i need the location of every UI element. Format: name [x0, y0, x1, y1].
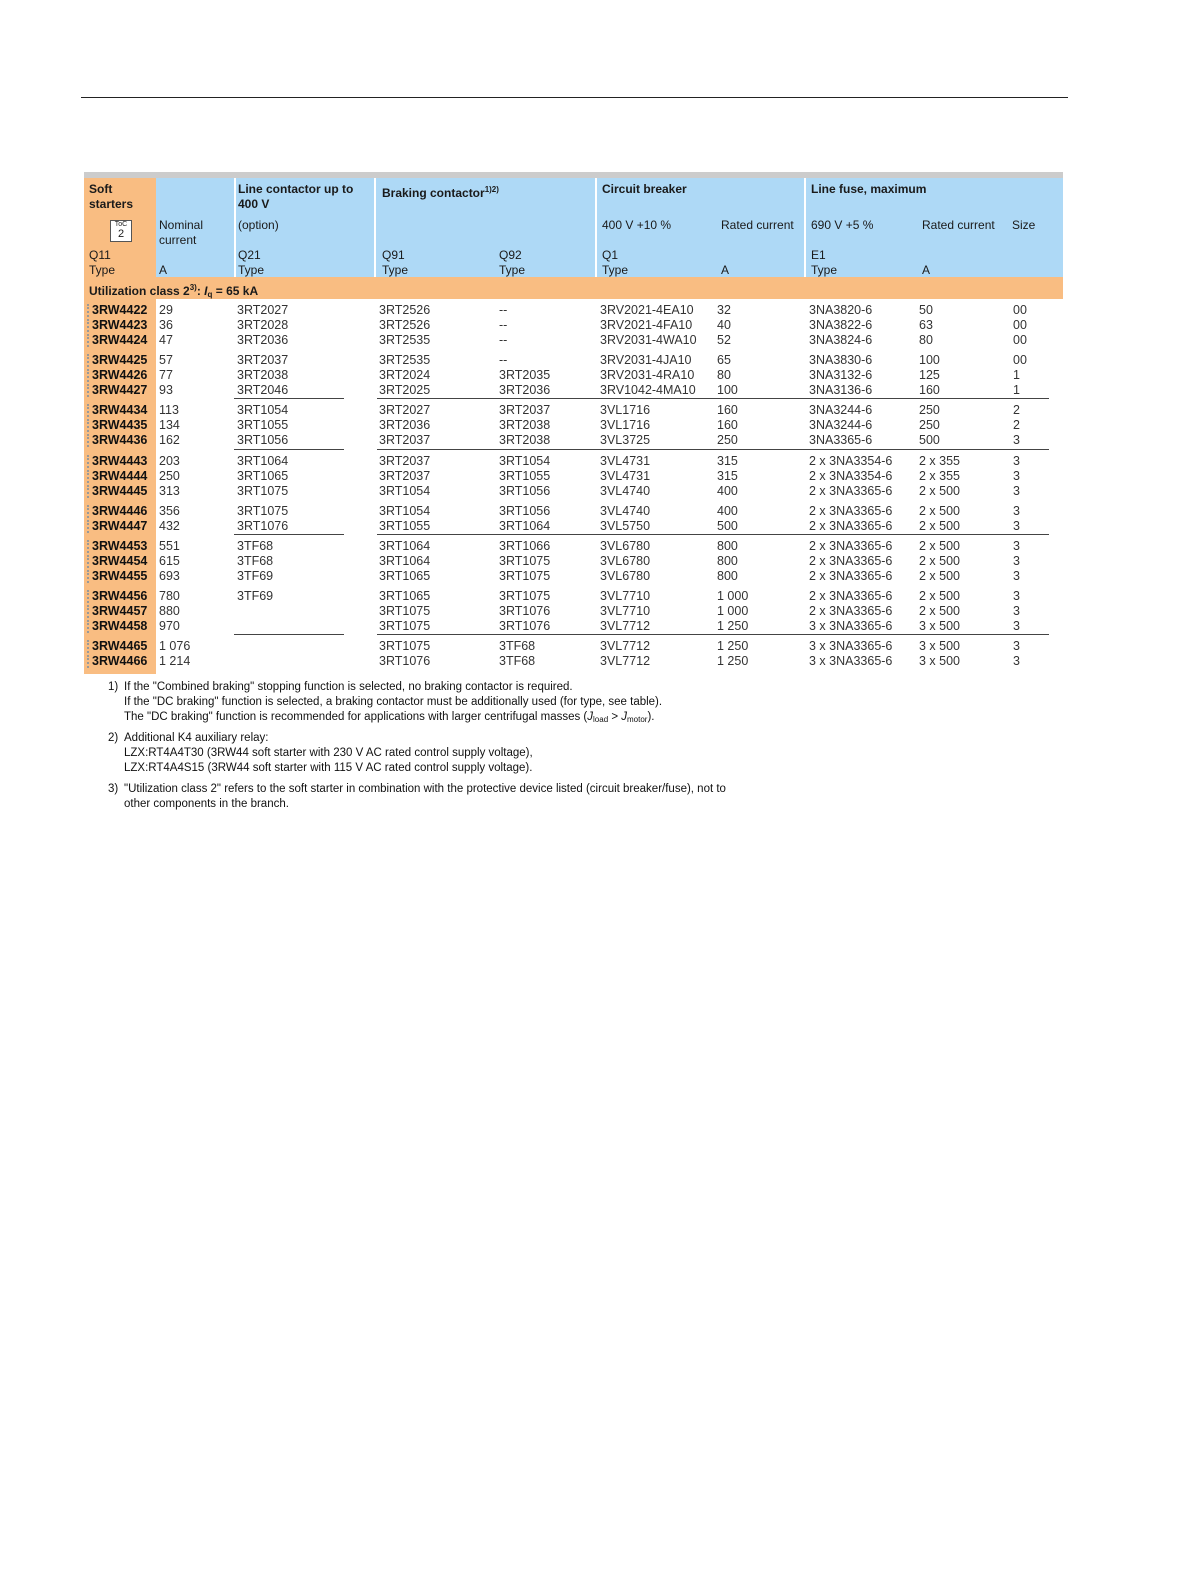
fuse-rated-current: 2 x 500: [919, 539, 961, 553]
selection-table: [84, 172, 1063, 674]
hdr-size: Size: [1012, 218, 1036, 232]
fuse-size: 3: [1013, 504, 1020, 518]
hdr-unit: A: [159, 263, 168, 277]
nominal-current: 113: [159, 403, 179, 417]
fuse-size: 00: [1013, 303, 1027, 317]
soft-starter-type: 3RW4456: [92, 589, 148, 603]
braking-contactor-q92: 3RT2035: [499, 368, 551, 382]
nominal-current: 203: [159, 454, 180, 468]
braking-contactor-q92: 3TF68: [499, 639, 536, 653]
line-fuse-type: 3NA3244-6: [809, 403, 873, 417]
braking-contactor-q91: 3RT1054: [379, 504, 431, 518]
cb-rated-current: 315: [717, 454, 738, 468]
table-row: [84, 639, 1063, 654]
circuit-breaker-type: 3RV2021-4FA10: [600, 318, 693, 332]
nominal-current: 29: [159, 303, 173, 317]
soft-starter-type: 3RW4466: [92, 654, 148, 668]
circuit-breaker-type: 3VL7712: [600, 639, 651, 653]
braking-contactor-q92: 3RT1075: [499, 569, 551, 583]
hdr-unit: A: [721, 263, 730, 277]
cb-rated-current: 1 250: [717, 654, 749, 668]
fuse-rated-current: 500: [919, 433, 940, 447]
soft-starter-type: 3RW4465: [92, 639, 148, 653]
fuse-rated-current: 2 x 500: [919, 504, 961, 518]
braking-contactor-q92: --: [499, 318, 508, 332]
line-fuse-type: 3NA3136-6: [809, 383, 873, 397]
line-fuse-type: 2 x 3NA3354-6: [809, 469, 893, 483]
braking-contactor-q92: 3RT1056: [499, 504, 551, 518]
fuse-size: 3: [1013, 454, 1020, 468]
braking-contactor-q92: 3RT2038: [499, 418, 551, 432]
table-row: [84, 519, 1063, 534]
nominal-current: 780: [159, 589, 180, 603]
fuse-rated-current: 250: [919, 403, 940, 417]
circuit-breaker-type: 3VL7712: [600, 654, 651, 668]
table-row: [84, 569, 1063, 584]
soft-starter-type: 3RW4436: [92, 433, 148, 447]
fuse-size: 00: [1013, 318, 1027, 332]
hdr-braking-contactor: Braking contactor$^{1)2)}$: [382, 185, 499, 200]
soft-starter-type: 3RW4453: [92, 539, 148, 553]
line-fuse-type: 2 x 3NA3365-6: [809, 519, 893, 533]
braking-contactor-q91: 3RT1064: [379, 539, 431, 553]
circuit-breaker-type: 3VL6780: [600, 554, 651, 568]
line-contactor: 3TF69: [237, 589, 274, 603]
cb-rated-current: 800: [717, 539, 738, 553]
circuit-breaker-type: 3VL1716: [600, 418, 651, 432]
braking-contactor-q91: 3RT1075: [379, 604, 431, 618]
cb-rated-current: 400: [717, 504, 738, 518]
braking-contactor-q91: 3RT2535: [379, 353, 431, 367]
table-row: [84, 333, 1063, 348]
line-fuse-type: 2 x 3NA3354-6: [809, 454, 893, 468]
circuit-breaker-type: 3VL7710: [600, 604, 651, 618]
nominal-current: 551: [159, 539, 180, 553]
line-fuse-type: 3NA3244-6: [809, 418, 873, 432]
fuse-size: 2: [1013, 418, 1020, 432]
line-fuse-type: 3NA3820-6: [809, 303, 873, 317]
soft-starter-type: 3RW4427: [92, 383, 148, 397]
line-fuse-type: 3NA3822-6: [809, 318, 873, 332]
braking-contactor-q91: 3RT2535: [379, 333, 431, 347]
table-row: [84, 433, 1063, 448]
cb-rated-current: 1 000: [717, 589, 749, 603]
braking-contactor-q91: 3RT1065: [379, 569, 431, 583]
group-rule: [234, 534, 344, 535]
hdr-line-fuse: Line fuse, maximum: [811, 182, 927, 196]
soft-starter-type: 3RW4445: [92, 484, 148, 498]
nominal-current: 162: [159, 433, 180, 447]
cb-rated-current: 250: [717, 433, 738, 447]
table-row: [84, 484, 1063, 499]
line-fuse-type: 2 x 3NA3365-6: [809, 554, 893, 568]
braking-contactor-q92: --: [499, 333, 508, 347]
braking-contactor-q91: 3RT1064: [379, 554, 431, 568]
fuse-rated-current: 250: [919, 418, 940, 432]
circuit-breaker-type: 3RV2031-4RA10: [600, 368, 695, 382]
braking-contactor-q92: 3RT1054: [499, 454, 551, 468]
hdr-lf-voltage: 690 V +5 %: [811, 218, 874, 232]
fuse-size: 3: [1013, 539, 1020, 553]
cb-rated-current: 1 250: [717, 619, 749, 633]
fuse-rated-current: 2 x 500: [919, 519, 961, 533]
line-contactor: 3RT2038: [237, 368, 289, 382]
soft-starter-type: 3RW4422: [92, 303, 148, 317]
line-contactor: 3RT1065: [237, 469, 289, 483]
circuit-breaker-type: 3VL7710: [600, 589, 651, 603]
nominal-current: 880: [159, 604, 180, 618]
utilization-label: Utilization class 2$^{3)}$: $I_q = 65$ kA: [89, 283, 259, 299]
braking-contactor-q92: 3RT1076: [499, 604, 551, 618]
braking-contactor-q91: 3RT1054: [379, 484, 431, 498]
braking-contactor-q92: 3RT2036: [499, 383, 551, 397]
line-fuse-type: 3 x 3NA3365-6: [809, 654, 893, 668]
circuit-breaker-type: 3VL6780: [600, 539, 651, 553]
braking-contactor-q91: 3RT2024: [379, 368, 431, 382]
fuse-size: 3: [1013, 604, 1020, 618]
fuse-rated-current: 3 x 500: [919, 654, 961, 668]
hdr-cb-voltage: 400 V +10 %: [602, 218, 672, 232]
toc-icon: ToC 2: [110, 220, 132, 242]
line-contactor: 3RT1056: [237, 433, 289, 447]
nominal-current: 1 214: [159, 654, 191, 668]
fuse-size: 3: [1013, 569, 1020, 583]
circuit-breaker-type: 3VL5750: [600, 519, 651, 533]
hdr-code-q11: Q11: [89, 248, 111, 262]
line-contactor: 3TF68: [237, 539, 274, 553]
soft-starter-type: 3RW4457: [92, 604, 148, 618]
braking-contactor-q92: 3RT1075: [499, 554, 551, 568]
nominal-current: 432: [159, 519, 180, 533]
table-row: [84, 619, 1063, 634]
hdr-unit: Type: [382, 263, 409, 277]
table-row: [84, 554, 1063, 569]
table-row: [84, 654, 1063, 669]
fuse-size: 3: [1013, 469, 1020, 483]
soft-starter-type: 3RW4446: [92, 504, 148, 518]
cb-rated-current: 160: [717, 418, 738, 432]
braking-contactor-q92: --: [499, 353, 508, 367]
braking-contactor-q92: 3RT2037: [499, 403, 551, 417]
circuit-breaker-type: 3RV1042-4MA10: [600, 383, 696, 397]
braking-contactor-q91: 3RT2037: [379, 433, 431, 447]
fuse-size: 3: [1013, 639, 1020, 653]
group-rule: [377, 398, 1049, 399]
nominal-current: 57: [159, 353, 173, 367]
line-contactor: 3RT2046: [237, 383, 289, 397]
line-fuse-type: 2 x 3NA3365-6: [809, 569, 893, 583]
fuse-size: 1: [1013, 383, 1020, 397]
line-contactor: 3TF68: [237, 554, 274, 568]
hdr-line-contactor-option: (option): [238, 218, 279, 232]
table-row: [84, 539, 1063, 554]
circuit-breaker-type: 3VL4731: [600, 454, 651, 468]
line-fuse-type: 3NA3824-6: [809, 333, 873, 347]
table-row: [84, 418, 1063, 433]
soft-starter-type: 3RW4425: [92, 353, 148, 367]
line-fuse-type: 2 x 3NA3365-6: [809, 539, 893, 553]
header-separator: [595, 178, 597, 277]
hdr-code-q1: Q1: [602, 248, 619, 262]
fuse-rated-current: 160: [919, 383, 940, 397]
circuit-breaker-type: 3RV2031-4WA10: [600, 333, 697, 347]
fuse-size: 3: [1013, 433, 1020, 447]
nominal-current: 93: [159, 383, 173, 397]
table-row: [84, 604, 1063, 619]
table-row: [84, 368, 1063, 383]
hdr-code-q21: Q21: [238, 248, 261, 262]
hdr-code-e1: E1: [811, 248, 826, 262]
line-fuse-type: 3 x 3NA3365-6: [809, 639, 893, 653]
table-row: [84, 469, 1063, 484]
braking-contactor-q92: 3RT1076: [499, 619, 551, 633]
fuse-rated-current: 50: [919, 303, 933, 317]
table-row: [84, 353, 1063, 368]
table-row: [84, 303, 1063, 318]
fuse-rated-current: 2 x 355: [919, 469, 961, 483]
circuit-breaker-type: 3RV2031-4JA10: [600, 353, 692, 367]
line-fuse-type: 3NA3132-6: [809, 368, 873, 382]
soft-starter-type: 3RW4443: [92, 454, 148, 468]
soft-starter-type: 3RW4423: [92, 318, 148, 332]
line-contactor: 3TF69: [237, 569, 274, 583]
fuse-rated-current: 2 x 355: [919, 454, 961, 468]
cb-rated-current: 800: [717, 554, 738, 568]
soft-starter-type: 3RW4434: [92, 403, 148, 417]
line-contactor: 3RT2027: [237, 303, 289, 317]
braking-contactor-q92: --: [499, 303, 508, 317]
hdr-line-contactor-2: 400 V: [238, 197, 270, 211]
cb-rated-current: 1 250: [717, 639, 749, 653]
hdr-unit: A: [922, 263, 931, 277]
cb-rated-current: 32: [717, 303, 731, 317]
group-rule: [234, 449, 344, 450]
braking-contactor-q92: 3TF68: [499, 654, 536, 668]
braking-contactor-q92: 3RT1055: [499, 469, 551, 483]
cb-rated-current: 160: [717, 403, 738, 417]
cb-rated-current: 52: [717, 333, 731, 347]
fuse-rated-current: 63: [919, 318, 933, 332]
circuit-breaker-type: 3VL7712: [600, 619, 651, 633]
fuse-size: 3: [1013, 484, 1020, 498]
braking-contactor-q91: 3RT2025: [379, 383, 431, 397]
hdr-unit: Type: [499, 263, 526, 277]
hdr-unit: Type: [811, 263, 838, 277]
fuse-rated-current: 2 x 500: [919, 484, 961, 498]
braking-contactor-q91: 3RT2526: [379, 303, 431, 317]
braking-contactor-q91: 3RT2526: [379, 318, 431, 332]
hdr-nominal-current: Nominal: [159, 218, 204, 232]
soft-starter-type: 3RW4458: [92, 619, 148, 633]
hdr-unit: Type: [89, 263, 116, 277]
line-fuse-type: 3 x 3NA3365-6: [809, 619, 893, 633]
braking-contactor-q91: 3RT2037: [379, 469, 431, 483]
cb-rated-current: 80: [717, 368, 731, 382]
soft-starter-type: 3RW4454: [92, 554, 148, 568]
hdr-soft-starters: Soft: [89, 182, 113, 196]
line-contactor: 3RT2028: [237, 318, 289, 332]
fuse-size: 3: [1013, 654, 1020, 668]
top-rule: [81, 97, 1068, 98]
hdr-soft-starters-2: starters: [89, 197, 134, 211]
soft-starter-type: 3RW4426: [92, 368, 148, 382]
fuse-rated-current: 80: [919, 333, 933, 347]
hdr-unit: Type: [238, 263, 265, 277]
header-separator: [374, 178, 376, 277]
fuse-rated-current: 2 x 500: [919, 554, 961, 568]
fuse-rated-current: 2 x 500: [919, 589, 961, 603]
circuit-breaker-type: 3VL3725: [600, 433, 651, 447]
braking-contactor-q92: 3RT1066: [499, 539, 551, 553]
cb-rated-current: 315: [717, 469, 738, 483]
fuse-rated-current: 100: [919, 353, 940, 367]
nominal-current: 134: [159, 418, 180, 432]
hdr-lf-rated: Rated current: [922, 218, 995, 232]
circuit-breaker-type: 3VL4740: [600, 504, 651, 518]
nominal-current: 313: [159, 484, 180, 498]
group-rule: [234, 398, 344, 399]
soft-starter-type: 3RW4455: [92, 569, 148, 583]
nominal-current: 693: [159, 569, 180, 583]
table-row: [84, 454, 1063, 469]
group-rule: [377, 449, 1049, 450]
hdr-unit: Type: [602, 263, 629, 277]
nominal-current: 77: [159, 368, 173, 382]
line-fuse-type: 2 x 3NA3365-6: [809, 484, 893, 498]
fuse-rated-current: 2 x 500: [919, 604, 961, 618]
circuit-breaker-type: 3RV2021-4EA10: [600, 303, 694, 317]
line-contactor: 3RT1075: [237, 504, 289, 518]
cb-rated-current: 400: [717, 484, 738, 498]
line-contactor: 3RT1054: [237, 403, 289, 417]
soft-starter-type: 3RW4424: [92, 333, 148, 347]
fuse-size: 3: [1013, 554, 1020, 568]
line-contactor: 3RT1076: [237, 519, 289, 533]
table-row: [84, 504, 1063, 519]
braking-contactor-q91: 3RT1075: [379, 639, 431, 653]
fuse-size: 00: [1013, 353, 1027, 367]
cb-rated-current: 40: [717, 318, 731, 332]
circuit-breaker-type: 3VL4731: [600, 469, 651, 483]
table-row: [84, 403, 1063, 418]
line-fuse-type: 2 x 3NA3365-6: [809, 504, 893, 518]
fuse-rated-current: 125: [919, 368, 940, 382]
line-contactor: 3RT2037: [237, 353, 289, 367]
utilization-bar: [84, 277, 1063, 299]
cb-rated-current: 1 000: [717, 604, 749, 618]
line-contactor: 3RT2036: [237, 333, 289, 347]
cb-rated-current: 100: [717, 383, 738, 397]
hdr-cb-rated: Rated current: [721, 218, 794, 232]
header-separator: [804, 178, 806, 277]
header-separator: [234, 178, 236, 277]
nominal-current: 970: [159, 619, 180, 633]
fuse-size: 00: [1013, 333, 1027, 347]
circuit-breaker-type: 3VL6780: [600, 569, 651, 583]
line-fuse-type: 2 x 3NA3365-6: [809, 589, 893, 603]
hdr-code-q92: Q92: [499, 248, 522, 262]
group-rule: [377, 534, 1049, 535]
line-contactor: 3RT1064: [237, 454, 289, 468]
table-row: [84, 318, 1063, 333]
fuse-rated-current: 3 x 500: [919, 619, 961, 633]
braking-contactor-q91: 3RT2036: [379, 418, 431, 432]
braking-contactor-q92: 3RT1064: [499, 519, 551, 533]
nominal-current: 36: [159, 318, 173, 332]
braking-contactor-q92: 3RT2038: [499, 433, 551, 447]
fuse-size: 1: [1013, 368, 1020, 382]
table-row: [84, 589, 1063, 604]
braking-contactor-q91: 3RT1075: [379, 619, 431, 633]
cb-rated-current: 500: [717, 519, 738, 533]
nominal-current: 47: [159, 333, 173, 347]
fuse-size: 3: [1013, 619, 1020, 633]
fuse-size: 3: [1013, 589, 1020, 603]
braking-contactor-q91: 3RT1076: [379, 654, 431, 668]
braking-contactor-q91: 3RT1055: [379, 519, 431, 533]
fuse-rated-current: 3 x 500: [919, 639, 961, 653]
fuse-size: 2: [1013, 403, 1020, 417]
soft-starter-type: 3RW4444: [92, 469, 148, 483]
line-contactor: 3RT1075: [237, 484, 289, 498]
soft-starter-type: 3RW4435: [92, 418, 148, 432]
fuse-size: 3: [1013, 519, 1020, 533]
nominal-current: 1 076: [159, 639, 191, 653]
line-fuse-type: 3NA3365-6: [809, 433, 873, 447]
line-fuse-type: 3NA3830-6: [809, 353, 873, 367]
braking-contactor-q91: 3RT2027: [379, 403, 431, 417]
line-fuse-type: 2 x 3NA3365-6: [809, 604, 893, 618]
nominal-current: 250: [159, 469, 180, 483]
group-rule: [234, 634, 344, 635]
nominal-current: 615: [159, 554, 180, 568]
braking-contactor-q92: 3RT1075: [499, 589, 551, 603]
hdr-nominal-current-2: current: [159, 233, 197, 247]
hdr-circuit-breaker: Circuit breaker: [602, 182, 687, 196]
braking-contactor-q92: 3RT1056: [499, 484, 551, 498]
braking-contactor-q91: 3RT2037: [379, 454, 431, 468]
hdr-line-contactor: Line contactor up to: [238, 182, 354, 196]
cb-rated-current: 800: [717, 569, 738, 583]
circuit-breaker-type: 3VL1716: [600, 403, 651, 417]
nominal-current: 356: [159, 504, 180, 518]
group-rule: [377, 634, 1049, 635]
braking-contactor-q91: 3RT1065: [379, 589, 431, 603]
cb-rated-current: 65: [717, 353, 731, 367]
circuit-breaker-type: 3VL4740: [600, 484, 651, 498]
line-contactor: 3RT1055: [237, 418, 289, 432]
hdr-code-q91: Q91: [382, 248, 405, 262]
fuse-rated-current: 2 x 500: [919, 569, 961, 583]
table-row: [84, 383, 1063, 398]
soft-starter-type: 3RW4447: [92, 519, 148, 533]
